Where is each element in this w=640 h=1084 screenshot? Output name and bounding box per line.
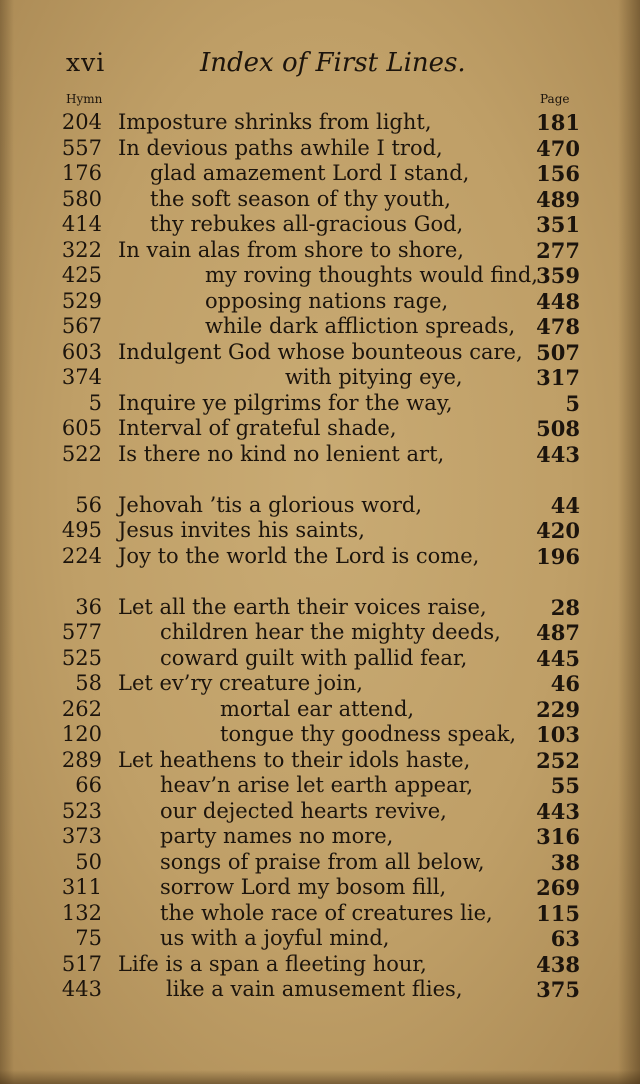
page-number: 5 <box>565 390 580 416</box>
page-number: 508 <box>536 416 580 441</box>
index-entry <box>0 518 640 544</box>
page-number: 44 <box>550 492 580 518</box>
page-number: 181 <box>536 110 580 135</box>
page-number: 443 <box>536 441 580 467</box>
index-entry <box>0 187 640 213</box>
first-line: Life is a span a fleeting hour, <box>118 951 427 976</box>
page-number: 28 <box>550 594 580 620</box>
first-line: party names no more, <box>160 824 394 848</box>
index-entry <box>0 238 640 264</box>
hymn-number: 224 <box>61 543 102 568</box>
page-number: 487 <box>536 620 580 645</box>
index-entry <box>0 493 640 519</box>
index-entry <box>0 136 640 162</box>
first-line: glad amazement Lord I stand, <box>150 161 470 185</box>
page-header <box>0 48 640 88</box>
hymn-number: 176 <box>61 161 102 185</box>
section-gap <box>0 467 640 493</box>
page-number: 252 <box>536 747 580 773</box>
page-number: 470 <box>536 135 580 161</box>
page-number: 115 <box>536 900 580 926</box>
page-number: 38 <box>550 849 580 875</box>
page-number: 156 <box>536 161 580 186</box>
index-entry <box>0 773 640 799</box>
page-number: 229 <box>536 696 580 722</box>
index-entry <box>0 442 640 468</box>
index-entry <box>0 340 640 366</box>
page-number: 316 <box>536 824 580 849</box>
hymn-number: 605 <box>61 416 102 440</box>
index-entry <box>0 697 640 723</box>
page-number: 420 <box>536 518 580 543</box>
first-line: mortal ear attend, <box>220 696 415 721</box>
first-line: the soft season of thy youth, <box>150 186 451 211</box>
hymn-number: 262 <box>61 696 102 721</box>
hymn-number: 373 <box>61 824 102 848</box>
first-line: Let all the earth their voices raise, <box>118 594 487 619</box>
page-number: 277 <box>536 237 580 263</box>
page-number: 445 <box>536 645 580 671</box>
first-line: my roving thoughts would find, <box>205 263 538 287</box>
hymn-number: 523 <box>61 798 102 823</box>
first-line: Interval of grateful shade, <box>118 416 397 440</box>
index-entry <box>0 646 640 672</box>
index-entry <box>0 314 640 340</box>
hymn-number: 603 <box>61 339 102 364</box>
first-line: like a vain amusement flies, <box>166 977 463 1001</box>
index-entry <box>0 391 640 417</box>
first-line: Let heathens to their idols haste, <box>118 747 471 772</box>
index-entry <box>0 824 640 850</box>
index-entry <box>0 952 640 978</box>
index-entry <box>0 901 640 927</box>
index-entry <box>0 263 640 289</box>
hymn-number: 443 <box>61 977 102 1001</box>
page-number: 103 <box>536 722 580 747</box>
hymn-number: 66 <box>75 773 102 797</box>
page-edge-bottom <box>0 1070 640 1084</box>
hymn-number: 517 <box>61 951 102 976</box>
hymn-number: 557 <box>61 135 102 160</box>
index-list <box>0 110 640 1003</box>
first-line: songs of praise from all below, <box>160 849 485 874</box>
index-entry <box>0 722 640 748</box>
first-line: with pitying eye, <box>285 365 463 389</box>
index-entry <box>0 671 640 697</box>
hymn-number: 311 <box>61 875 102 899</box>
first-line: In devious paths awhile I trod, <box>118 135 443 160</box>
page-number: 489 <box>536 186 580 212</box>
first-line: the whole race of creatures lie, <box>160 900 493 925</box>
page-number: 55 <box>550 773 580 798</box>
section-gap <box>0 569 640 595</box>
page-number: 375 <box>536 977 580 1002</box>
hymn-number: 36 <box>75 594 102 619</box>
first-line: while dark affliction spreads, <box>205 314 516 338</box>
first-line: In vain alas from shore to shore, <box>118 237 464 262</box>
index-entry <box>0 365 640 391</box>
hymn-number: 567 <box>61 314 102 338</box>
hymn-column-heading: Hymn <box>66 92 103 106</box>
page-number: 443 <box>536 798 580 824</box>
index-entry <box>0 748 640 774</box>
index-entry <box>0 977 640 1003</box>
column-headings <box>0 92 640 112</box>
index-entry <box>0 110 640 136</box>
page-number: 46 <box>550 671 580 696</box>
hymn-number: 50 <box>75 849 102 874</box>
first-line: sorrow Lord my bosom fill, <box>160 875 447 899</box>
first-line: Jesus invites his saints, <box>118 518 365 542</box>
hymn-number: 522 <box>61 441 102 466</box>
first-line: opposing nations rage, <box>205 288 449 313</box>
first-line: tongue thy goodness speak, <box>220 722 517 746</box>
first-line: children hear the mighty deeds, <box>160 620 501 644</box>
index-entry <box>0 926 640 952</box>
hymn-number: 529 <box>61 288 102 313</box>
index-entry <box>0 850 640 876</box>
hymn-number: 495 <box>61 518 102 542</box>
hymn-number: 525 <box>61 645 102 670</box>
page-number: 351 <box>536 212 580 237</box>
first-line: heav’n arise let earth appear, <box>160 773 474 797</box>
hymn-number: 322 <box>61 237 102 262</box>
hymn-number: 425 <box>61 263 102 287</box>
index-entry <box>0 212 640 238</box>
index-entry <box>0 799 640 825</box>
first-line: coward guilt with pallid fear, <box>160 645 468 670</box>
first-line: Imposture shrinks from light, <box>118 110 432 134</box>
first-line: Indulgent God whose bounteous care, <box>118 339 523 364</box>
index-entry <box>0 289 640 315</box>
first-line: us with a joyful mind, <box>160 926 390 950</box>
index-entry <box>0 875 640 901</box>
hymn-number: 5 <box>88 390 102 415</box>
hymn-number: 132 <box>61 900 102 925</box>
page-number: 63 <box>550 926 580 951</box>
first-line: Jehovah ’tis a glorious word, <box>118 492 423 517</box>
first-line: Let ev’ry creature join, <box>118 671 363 695</box>
index-entry <box>0 620 640 646</box>
page-number: 317 <box>536 365 580 390</box>
first-line: thy rebukes all-gracious God, <box>150 212 464 236</box>
hymn-number: 120 <box>61 722 102 746</box>
page-number: 196 <box>536 543 580 569</box>
hymn-number: 289 <box>61 747 102 772</box>
page-number: 478 <box>536 314 580 339</box>
first-line: Is there no kind no lenient art, <box>118 441 445 466</box>
page-number: 359 <box>536 263 580 288</box>
hymn-number: 577 <box>61 620 102 644</box>
hymn-number: 374 <box>61 365 102 389</box>
index-entry <box>0 544 640 570</box>
index-entry <box>0 595 640 621</box>
hymn-number: 56 <box>75 492 102 517</box>
hymn-number: 580 <box>61 186 102 211</box>
page-number: 438 <box>536 951 580 977</box>
index-entry <box>0 416 640 442</box>
page-title: Index of First Lines. <box>200 48 466 78</box>
first-line: our dejected hearts revive, <box>160 798 447 823</box>
page-number: 507 <box>536 339 580 365</box>
index-entry <box>0 161 640 187</box>
page-folio: xvi <box>66 48 106 77</box>
first-line: Joy to the world the Lord is come, <box>118 543 480 568</box>
hymn-number: 75 <box>75 926 102 950</box>
page-number: 448 <box>536 288 580 314</box>
page-number: 269 <box>536 875 580 900</box>
hymn-number: 58 <box>75 671 102 695</box>
hymn-number: 414 <box>61 212 102 236</box>
first-line: Inquire ye pilgrims for the way, <box>118 390 453 415</box>
hymn-number: 204 <box>61 110 102 134</box>
page-column-heading: Page <box>540 92 570 106</box>
